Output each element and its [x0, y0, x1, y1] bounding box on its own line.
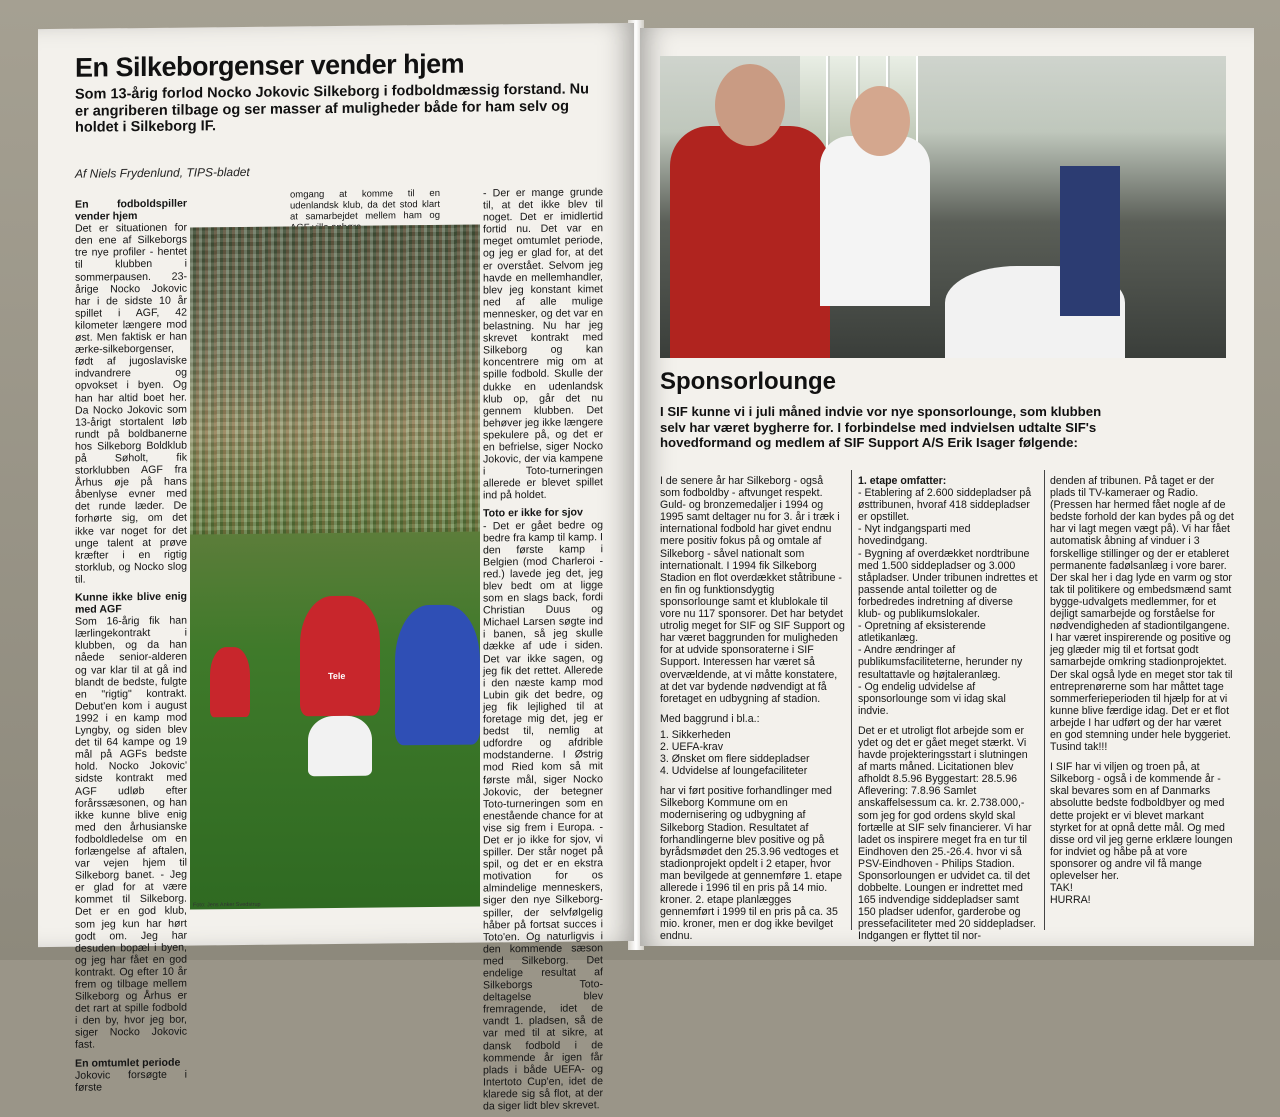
paragraph: denden af tribunen. På taget er der plads til TV-kameraer og Radio. (Pressen har hermed fået nogle af de bedste forhold der kan bydes på og det har vi lagt megen vægt på). Vi har fået automatisk åbning af vinduer i 3 forskellige stillinger og der er etableret permanente fadølsanlæg i vore barer. Der skal her i dag lyde en varm og stor tak til politikere og embedsmænd samt bygge-udvalgets medlemmer, for et dejligt samarbejde og forståelse for nødvendigheden af stadiontilgangene. I har været inspirerende og positive og jeg glæder mig til et fortsat godt samarbejde omkring stadionprojektet. Der skal også lyde en meget stor tak til entreprenørerne som har måttet tage sommerferieperioden til hjælp for at vi kunne blive færdige idag. Det er et flot arbejde I har udført og der har været en god stemning under hele byggeriet. Tusind tak!!! — [1050, 475, 1234, 754]
man-red-jacket — [670, 126, 830, 358]
list-item: 1. Sikkerheden — [660, 728, 731, 741]
photo-caption: Foto: Jens Anker Svedstrup — [193, 901, 261, 909]
paragraph: har vi ført positive forhandlinger med Silkeborg Kommune om en modernisering og udbygning af Silkeborg Stadion. Resultatet af forhandlingerne blev positive og på byrådsmødet den 25.3.96 vedtoges et stadionprojekt opdelt i 2 etaper, hvor man bevilgede at gennemføre 1. etape allerede i 1996 til en pris på 14 mio. kroner. 2. etape planlægges gennemført i 1999 til en pris på ca. 35 mio. kroner, men er dog ikke bevilget endnu. — [660, 785, 842, 943]
paragraph: Det er situationen for den ene af Silkeborgs tre nye profiler - hentet til klubben i sommerpausen. 23-årige Nocko Jokovic har i de sidste 10 år spillet i AGF, 42 kilometer længere mod øst. Men faktisk er han ærke-silkeborgenser, født af jugoslaviske indvandrere og opvokset i byen. Og han har altid boet her. Da Nocko Jokovic som 13-årigt stortalent løb rundt på boldbanerne hos Silkeborg Boldklub på Søholt, fik storklubben AGF fra Århus øje på hans åbenlyse evner med det runde læder. De forhørte sig, om det ikke var noget for det unge talent at prøve kræfter i en rigtig storklub, og Nocko slog til. — [75, 221, 187, 586]
right-column-3 — [1050, 475, 1235, 906]
paragraph: - Det er gået bedre og bedre fra kamp til kamp. I den første kamp i Belgien (mod Charleroi - red.) lavede jeg det, jeg blev bedt om at ligge som en slags back, fordi Christian Duus og Michael Larsen søgte ind i banen, så jeg skulle dække af ude i siden. Det var ikke sagen, og jeg fik det rettet. Allerede i den næste kamp mod Lubin gik det bedre, og jeg fik lejlighed til at foretage mig det, jeg er bedst til, nemlig at udfordre og afdrible modstanderne. I Østrig mod Ried kom så mit første mål, siger Nocko Jokovic, der betegner Toto-turneringen som en enestående chance for at vise sig frem i Europa. - Det er jo ikke for sjov, vi spiller. Der står noget på spil, og det er en ekstra motivation for os almindelige menneskers, siger den nye Silkeborg-spiller, der selvfølgelig håber på fortsat succes i Toto'en. Og naturligvis i den kommende sæson med Silkeborg. Det endelige resultat af Silkeborgs Toto-deltagelse blev fremragende, idet de vandt 1. pladsen, så de var med til at sikre, at dansk fodbold i de kommende år igen får plads i både UEFA- og Intertoto Cup'en, idet de klarede sig så flot, at der da siger lidt blev skrevet. — [483, 518, 603, 1113]
column-divider — [1044, 470, 1045, 930]
list-item: 4. Udvidelse af loungefaciliteter — [660, 765, 808, 778]
left-column-3 — [483, 186, 603, 1112]
subheading: 1. etape omfatter: — [858, 475, 947, 487]
paragraph: I de senere år har Silkeborg - også som fodboldby - aftvunget respekt. Guld- og bronzemedaljer i 1994 og 1995 samt deltager nu for 3. år i træk i international fodbold har givet endnu mere positiv fokus på og omtale af Silkeborg - såvel nationalt som internationalt. I 1994 fik Silkeborg Stadion en flot overdækket ståtribune - en fin og funktionsdygtig sponsorlounge samt et klublokale til vore nu 117 sponsorer. Det har betydet utrolig meget for SIF og SIF Support og har været baggrunden for muligheden for at udvide sponsoraterne i SIF Support. Interessen har været så overvældende, at vi måtte konstatere, at det var bydende nødvendigt at få foretaget en udbygning af stadion. — [660, 475, 845, 705]
paragraph: Som 16-årig fik han lærlingekontrakt i klubben, og da han nåede senior-alderen og var klar til at gå ind blandt de bedste, fulgte en "rigtig" kontrakt. Debut'en kom i august 1992 i en kamp mod Lyngby, og siden blev det til 64 kampe og 19 mål på AGFs bedste hold. Nocko Jokovic' sidste kontrakt med AGF udløb efter forårssæsonen, og han ikke kunne blive enig med den århusianske fodboldledelse om en forlængelse af aftalen, var vejen hjem til Silkeborg banet. - Jeg er glad for at være kommet til Silkeborg. Det er en god klub, som jeg kun har hørt godt om. Jeg har desuden bopæl i byen, og jeg har fået en god kontrakt. Og efter 10 år frem og tilbage mellem Silkeborg og Århus er det rart at spille fodbold i den by, hvor jeg bor, siger Nocko Jokovic fast. — [75, 614, 187, 1052]
column-divider — [851, 470, 852, 930]
player-background — [210, 647, 250, 717]
list-item: - Andre ændringer af publikumsfaciliteterne, herunder ny resultattavle og højtaleranlæg. — [858, 644, 1023, 681]
face — [715, 64, 785, 146]
paragraph: - Der er mange grunde til, at det ikke blev til noget. Det er imidlertid fortid nu. Det var en meget omtumlet periode, og jeg er glad for, at det er overstået. Selvom jeg havde en mellemhandler, blev jeg konstant kimet ned af alle mulige mennesker, og det var en belastning. Nu har jeg skrevet kontrakt med Silkeborg og kan koncentrere mig om at spille fodbold. Skulle der dukke en udenlandsk klub op, går det nu gennem klubben. Det behøver jeg ikke længere spekulere på, og det er en befrielse, siger Nocko Jokovic, der via kampene i Toto-turneringen allerede er blevet spillet ind på holdet. — [483, 186, 603, 502]
sponsorlounge-title: Sponsorlounge — [660, 368, 836, 395]
sponsor-event-photo — [660, 56, 1226, 358]
article-lead: Som 13-årig forlod Nocko Jokovic Silkeborg i fodboldmæssig forstand. Nu er angriberen tilbage og ser masser af muligheder både for ham selv og holdet i Silkeborg IF. — [75, 81, 590, 136]
list-item: 2. UEFA-krav — [660, 740, 723, 753]
list-item: - Nyt indgangsparti med hovedindgang. — [858, 523, 971, 548]
sponsorlounge-lead: I SIF kunne vi i juli måned indvie vor nye sponsorlounge, som klubben selv har været bygherre for. I forbindelse med indvielsen udtalte SIF's hovedformand og medlem af SIF Support A/S Erik Isager følgende: — [660, 404, 1102, 450]
list-intro: Med baggrund i bl.a.: — [660, 712, 760, 725]
closing-line: HURRA! — [1050, 894, 1091, 907]
stadium-crowd — [190, 224, 480, 534]
football-photo — [190, 224, 480, 909]
player-red-shirt — [300, 596, 380, 717]
left-column-2-top: omgang at komme til en udenlandsk klub, da det stod klart at samarbejdet mellem ham og — [290, 187, 440, 223]
list-item: 3. Ønsket om flere siddepladser — [660, 753, 810, 766]
list-item: - Og endelig udvidelse af sponsorlounge som vi idag skal indvie. — [858, 680, 1006, 717]
list-item: - Etablering af 2.600 siddepladser på østtribunen, hvoraf 418 siddepladser er opstillet. — [858, 487, 1032, 524]
right-page — [640, 28, 1254, 946]
right-column-1 — [660, 475, 845, 942]
left-page — [38, 23, 634, 1113]
man-blue-shirt — [1060, 166, 1120, 316]
paragraph: I SIF har vi viljen og troen på, at Silkeborg - også i de kommende år - skal bevares som en af Danmarks absolutte bedste fodboldbyer og med dette projekt er vi blevet markant styrket for at opnå dette mål. Og med disse ord vil jeg gerne erklære loungen for indviet og håbe på at vore sponsorer og andre vil få mange oplevelser her. — [1050, 761, 1233, 882]
article-title: En Silkeborgenser vender hjem — [75, 48, 465, 83]
paragraph: Det er et utroligt flot arbejde som er ydet og det er gået meget stærkt. Vi havde projekteringsstart i slutningen af marts måned. Licitationen blev afholdt 8.5.96 Byggestart: 28.5.96 Aflevering: 7.8.96 Samlet anskaffelsessum ca. kr. 2.738.000,- som jeg for god ordens skyld skal fortælle at SIF selv financierer. Vi har ladet os inspirere meget fra en tur til Eindhoven den 25.-26.4. hvor vi så PSV-Eindhoven - Philips Stadion. Sponsorloungen er udvidet ca. til det dobbelte. Loungen er indrettet med 165 indvendige siddepladser samt 150 pladser udenfor, garderobe og pressefaciliteter med 20 siddepladser. Indgangen er flyttet til nor- — [858, 724, 1036, 943]
shirt-sponsor: Tele — [328, 670, 346, 682]
right-column-2 — [858, 475, 1038, 943]
closing-line: TAK! — [1050, 882, 1073, 895]
article-byline: Af Niels Frydenlund, TIPS-bladet — [75, 164, 250, 181]
list-item: - Opretning af eksisterende atletikanlæg. — [858, 620, 986, 645]
player-blue-shirt — [395, 604, 480, 745]
left-column-1 — [75, 198, 187, 1094]
paragraph: Jokovic forsøgte i første — [75, 1068, 187, 1094]
list-item: - Bygning af overdækket nordtribune med 1.500 siddepladser og 3.000 ståpladser. Under tribunen indrettes et passende antal toiletter og de forbedredes indretning af diverse klub- og publikumslokaler. — [858, 547, 1038, 621]
player-white-shorts — [308, 716, 372, 777]
subheading: En fodboldspiller vender hjem — [75, 197, 187, 223]
subheading: Kunne ikke blive enig med AGF — [75, 590, 187, 616]
subheading: En omtumlet periode — [75, 1056, 181, 1070]
man-white-shirt — [820, 136, 930, 306]
face — [850, 86, 910, 156]
subheading: Toto er ikke for sjov — [483, 506, 583, 520]
